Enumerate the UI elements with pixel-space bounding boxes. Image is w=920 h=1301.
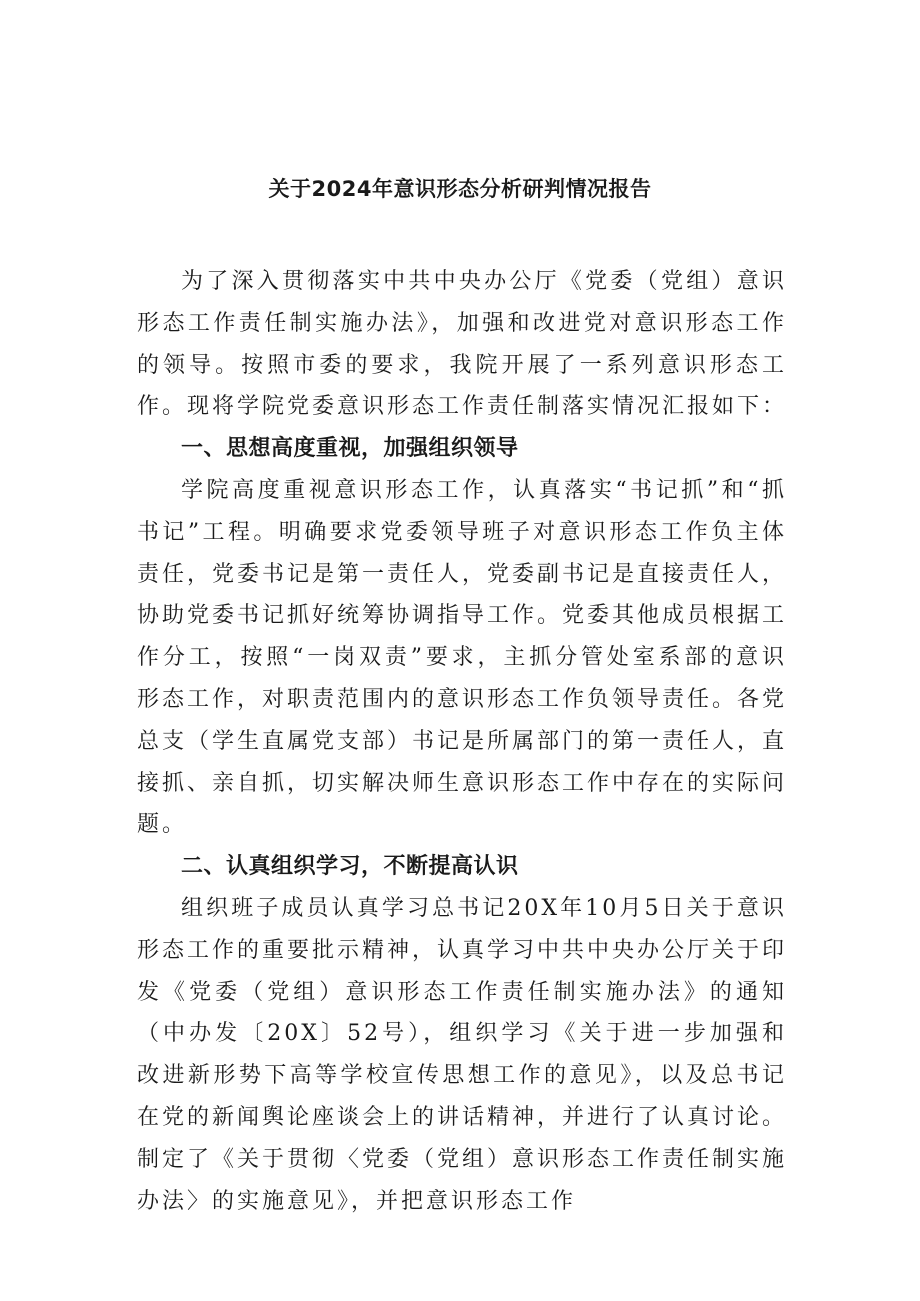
intro-paragraph: 为了深入贯彻落实中共中央办公厅《党委（党组）意识形态工作责任制实施办法》，加强和改进党对意识形态工作的领导。按照市委的要求，我院开展了一系列意识形态工作。现将学院党委意识形态工作责任制落实情况汇报如下： [137, 269, 788, 420]
section-paragraph-1: 学院高度重视意识形态工作，认真落实“书记抓”和“抓书记”工程。明确要求党委领导班子对意识形态工作负主体责任，党委书记是第一责任人，党委副书记是直接责任人，协助党委书记抓好统筹协调指导工作。党委其他成员根据工作分工，按照“一岗双责”要求，主抓分管处室系部的意识形态工作，对职责范围内的意识形态工作负领导责任。各党总支（学生直属党支部）书记是所属部门的第一责任人，直接抓、亲自抓，切实解决师生意识形态工作中存在的实际问题。 [137, 477, 788, 838]
section-heading-1: 一、思想高度重视，加强组织领导 [181, 436, 519, 462]
section-heading-2: 二、认真组织学习，不断提高认识 [181, 854, 519, 880]
document-title: 关于2024年意识形态分析研判情况报告 [268, 177, 652, 201]
document-body [137, 261, 787, 1222]
section-paragraph-2: 组织班子成员认真学习总书记20X年10月5日关于意识形态工作的重要批示精神，认真学习中共中央办公厅关于印发《党委（党组）意识形态工作责任制实施办法》的通知（中办发〔20X〕52号），组织学习《关于进一步加强和改进新形势下高等学校宣传思想工作的意见》，以及总书记在党的新闻舆论座谈会上的讲话精神，并进行了认真讨论。制定了《关于贯彻〈党委（党组）意识形态工作责任制实施办法〉的实施意见》，并把意识形态工作 [137, 895, 788, 1214]
